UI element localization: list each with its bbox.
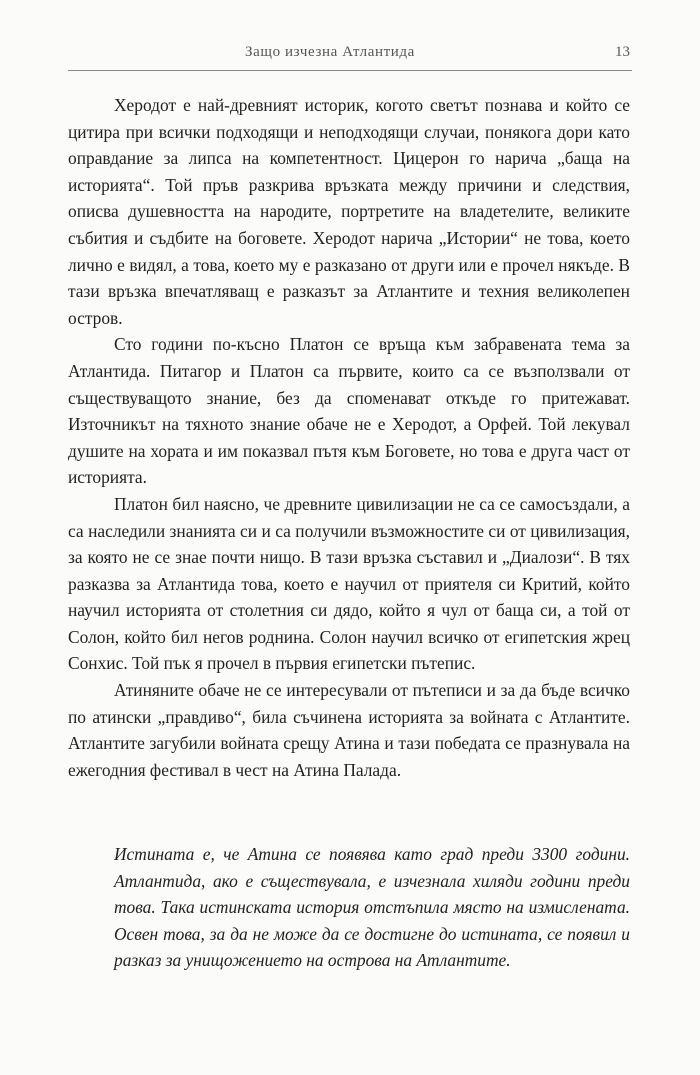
page-number: 13 bbox=[615, 44, 630, 60]
paragraph-plato-dialogues: Платон бил наясно, че древните цивилизации не са се самосъздали, а са наследили знанията си и са получили възможностите си от цивилизация, за която не се знае почти нищо. В тази връзка съставил и „Диалози“. В тях разказва за Атлантида това, което е научил от приятеля си Критий, който научил историята от столетния си дядо, който я чул от баща си, а той от Солон, който бил негов роднина. Солон научил всичко от египетския жрец Сонхис. Той пък я прочел в първия египетски пътепис. bbox=[68, 493, 630, 674]
running-title: Защо изчезна Атлантида bbox=[245, 44, 415, 60]
paragraph-herodotus: Херодот е най-древният историк, когото светът познава и който се цитира при всички подходящи и неподходящи случаи, понякога дори като оправдание за липса на компетентност. Цицерон го нарича „баща на историята“. Той пръв разкрива връзката между причини и следствия, описва душевността на народите, портретите на владетелите, великите събития и съдбите на боговете. Херодот нарича „Истории“ не това, което лично е видял, а това, което му е разказано от други или е прочел някъде. В тази връзка впечатляващ е разказът за Атлантите и техния великолепен остров. bbox=[68, 95, 630, 328]
paragraph-athenians: Атиняните обаче не се интересували от пътеписи и за да бъде всичко по атински „правдиво“, била съчинена историята за войната с Атлантите. Атлантите загубили войната срещу Атина и тази победата се празнувала на ежегодния фестивал в чест на Атина Палада. bbox=[68, 680, 630, 780]
paragraph-plato-hundred-years: Сто години по-късно Платон се връща към забравената тема за Атлантида. Питагор и Платон са първите, които са се възползвали от съществуващото знание, без да споменават откъде го притежават. Източникът на тяхното знание обаче не е Херодот, а Орфей. Той лекувал душите на хората и им показвал пътя към Боговете, но това е друга част от историята. bbox=[68, 334, 630, 488]
page-header bbox=[68, 44, 632, 71]
italic-quote: Истината е, че Атина се появява като град преди 3300 години. Атлантида, ако е съществувала, е изчезнала хиляди години преди това. Така истинската история отстъпила място на измислената. Освен това, за да не може да се достигне до истината, се появил и разказ за унищожението на острова на Атлантите. bbox=[114, 844, 630, 971]
body-text bbox=[68, 92, 630, 783]
